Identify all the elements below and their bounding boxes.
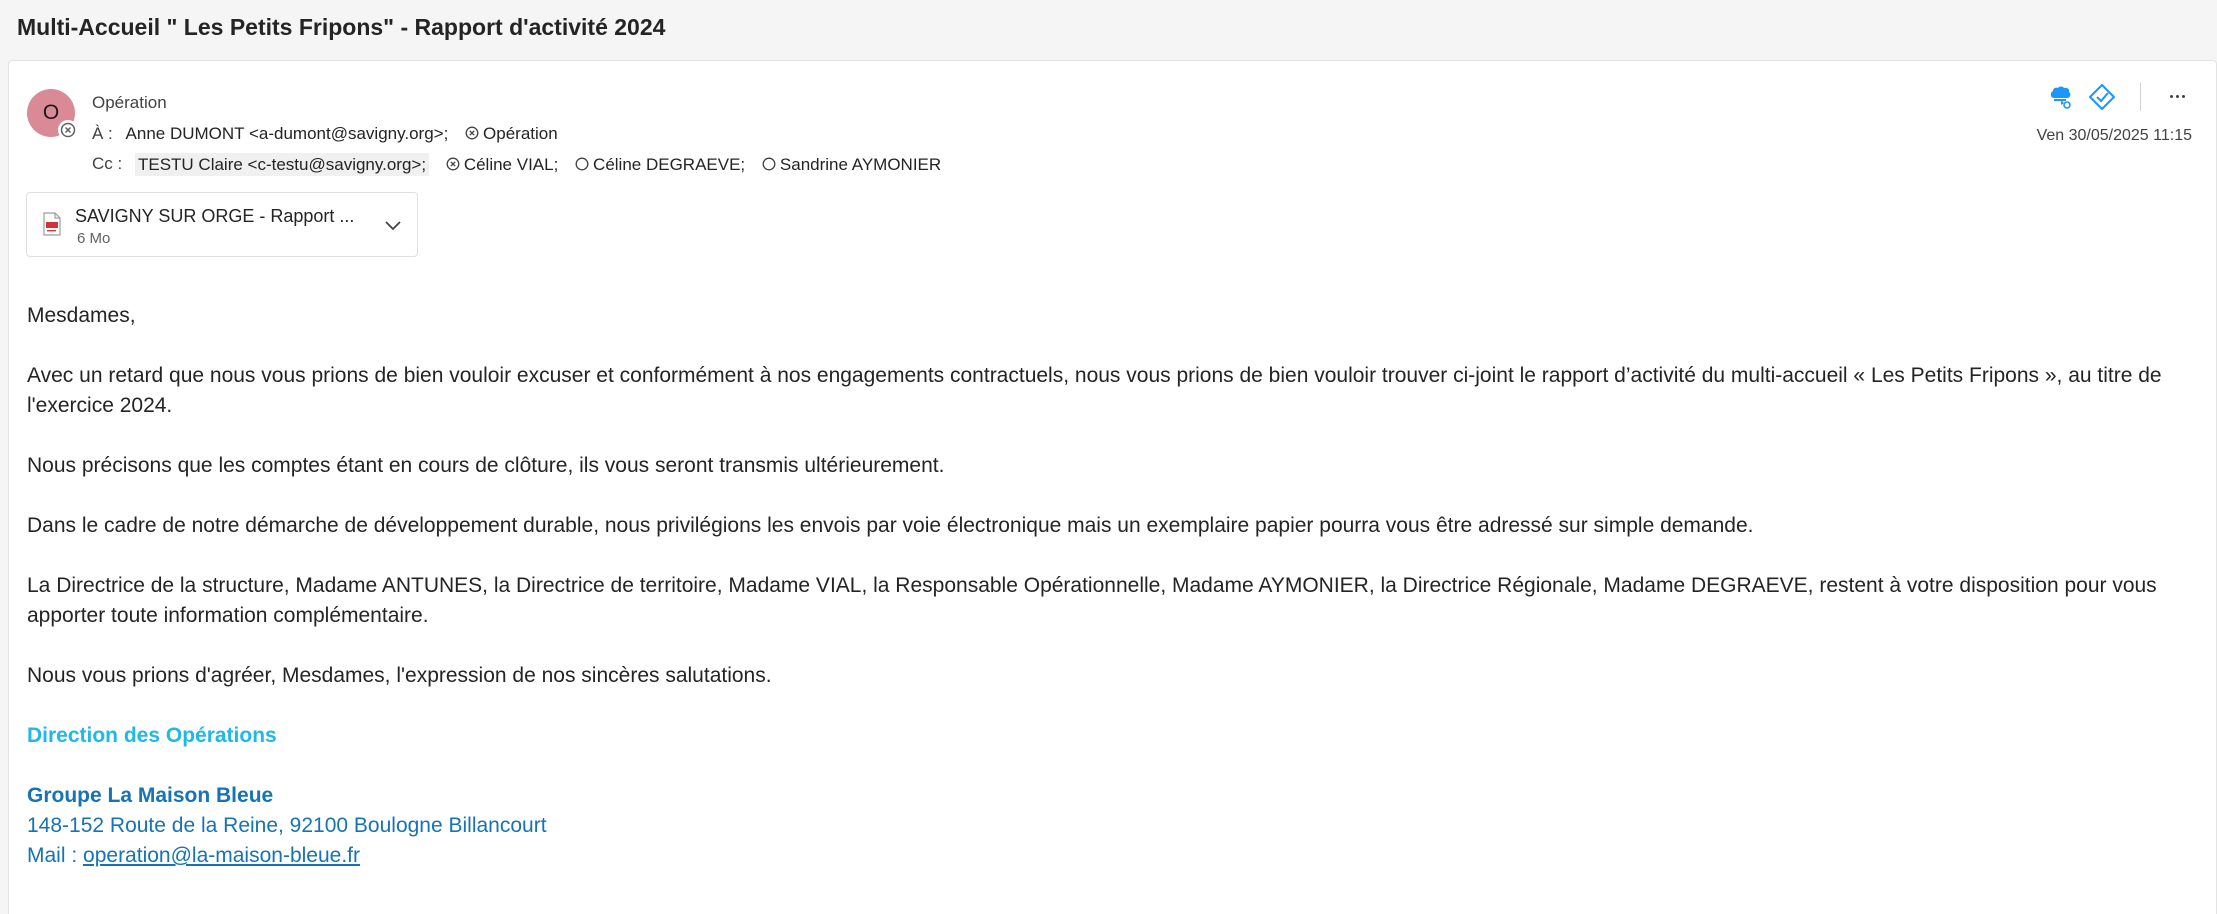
signature-mail-link[interactable]: operation@la-maison-bleue.fr — [83, 844, 360, 867]
recipient-token[interactable] — [135, 153, 429, 176]
recipient-name: Céline VIAL; — [463, 154, 559, 174]
recipient-name: TESTU Claire <c-testu@savigny.org>; — [137, 154, 427, 174]
presence-blocked-icon — [446, 157, 460, 171]
presence-blocked-icon — [58, 120, 78, 140]
signature-mail-label: Mail : — [27, 844, 78, 867]
body-paragraph: Dans le cadre de notre démarche de développement durable, nous privilégions les envois par voie électronique mais un exemplaire papier pourra vous être adressé sur simple demande. — [27, 514, 1754, 537]
attachment-card[interactable] — [26, 192, 418, 257]
presence-offline-icon — [575, 157, 589, 171]
dot — [2176, 95, 2179, 98]
sender-name[interactable]: Opération — [92, 93, 167, 112]
body-paragraph: La Directrice de la structure, Madame ANTUNES, la Directrice de territoire, Madame VIAL, la Responsable Opérationnelle, Madame AYMONIER, la Directrice Régionale, Madame DEGRAEVE, restent à votre disposition pour vous apporter toute information complémentaire. — [27, 574, 2157, 627]
recipient-name: Sandrine AYMONIER — [779, 154, 942, 174]
recipient-name: Anne DUMONT <a-dumont@savigny.org>; — [125, 123, 449, 143]
email-subject: Multi-Accueil " Les Petits Fripons" - Rapport d'activité 2024 — [17, 14, 666, 40]
cc-label: Cc : — [92, 154, 123, 174]
email-greeting: Mesdames, — [27, 304, 136, 327]
recipient-token[interactable] — [575, 154, 745, 175]
more-options-icon[interactable] — [2162, 81, 2194, 113]
reading-pane — [8, 60, 2217, 914]
cc-recipients — [92, 153, 953, 175]
body-paragraph: Nous vous prions d'agréer, Mesdames, l'expression de nos sincères salutations. — [27, 664, 772, 687]
signature-company: Groupe La Maison Bleue — [27, 784, 274, 807]
dot — [2170, 95, 2173, 98]
dot — [2182, 95, 2185, 98]
recipient-name: Céline DEGRAEVE; — [593, 154, 746, 174]
presence-offline-icon — [762, 157, 776, 171]
recipient-token[interactable] — [126, 123, 449, 144]
signature-department: Direction des Opérations — [27, 724, 277, 747]
subject-bar — [0, 0, 2217, 58]
signature-mail-line — [27, 841, 360, 871]
signature-address: 148-152 Route de la Reine, 92100 Boulogne Billancourt — [27, 814, 547, 837]
salesforce-icon[interactable] — [2044, 81, 2076, 113]
to-label: À : — [92, 123, 113, 143]
presence-blocked-icon — [465, 126, 479, 140]
body-paragraph: Avec un retard que nous vous prions de bien vouloir excuser et conformément à nos engagements contractuels, nous vous prions de bien vouloir trouver ci-joint le rapport d’activité du multi-accueil « Les Petits Fripons », au titre de l'exercice 2024. — [27, 364, 2162, 417]
toolbar-divider — [2140, 83, 2141, 111]
avatar-initial: O — [42, 101, 60, 124]
chevron-down-icon[interactable] — [384, 217, 402, 233]
attachment-name: SAVIGNY SUR ORGE - Rapport ... — [75, 206, 355, 226]
message-actions — [2044, 81, 2204, 113]
email-date: Ven 30/05/2025 11:15 — [2036, 127, 2192, 144]
body-paragraph: Nous précisons que les comptes étant en cours de clôture, ils vous seront transmis ultérieurement. — [27, 454, 945, 477]
recipient-token[interactable] — [762, 154, 941, 175]
recipient-token[interactable] — [446, 154, 559, 175]
attachment-size: 6 Mo — [77, 230, 111, 247]
recipient-token[interactable] — [465, 123, 558, 144]
pdf-file-icon — [42, 212, 62, 236]
approval-check-icon[interactable] — [2086, 81, 2118, 113]
recipient-name: Opération — [483, 123, 558, 143]
to-recipients — [92, 123, 570, 145]
